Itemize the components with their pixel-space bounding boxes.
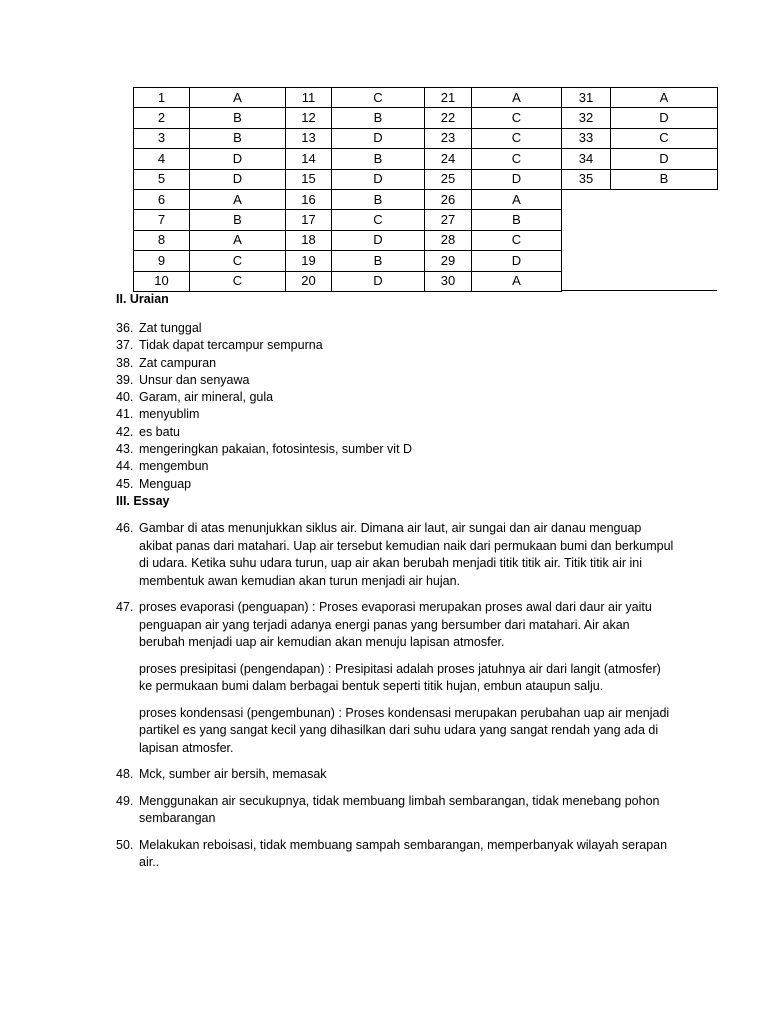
list-item: 38. Zat campuran	[116, 355, 217, 370]
answer-cell: C	[190, 251, 286, 271]
answer-cell: D	[472, 169, 562, 189]
list-item: 40. Garam, air mineral, gula	[116, 390, 274, 405]
essay-paragraph: proses evaporasi (penguapan) : Proses evaporasi merupakan proses awal dari daur air yaitu penguapan air yang terjadi adanya energi panas yang bersumber dari matahari. Air akan berubah menjadi uap air kemudian akan menuju lapisan atmosfer.	[139, 600, 652, 649]
essay-paragraph: Menggunakan air secukupnya, tidak membuang limbah sembarangan, tidak menebang pohon sembarangan	[139, 793, 660, 825]
question-number-cell: 3	[134, 128, 190, 148]
question-number-cell: 10	[134, 271, 190, 291]
question-number-cell: 7	[134, 210, 190, 230]
empty-cell	[562, 210, 718, 230]
answer-key-table	[133, 87, 718, 292]
answer-cell: C	[332, 210, 425, 230]
question-number-cell: 9	[134, 251, 190, 271]
question-number-cell: 8	[134, 230, 190, 250]
table-row	[134, 251, 718, 271]
answer-cell: B	[190, 210, 286, 230]
answer-cell: A	[472, 271, 562, 291]
table-row	[134, 149, 718, 169]
question-number-cell: 17	[286, 210, 332, 230]
list-item: 37. Tidak dapat tercampur sempurna	[116, 338, 323, 353]
essay-item-48: 48. Mck, sumber air bersih, memasak	[116, 766, 676, 784]
question-number-cell: 4	[134, 149, 190, 169]
table-row	[134, 189, 718, 209]
question-number-cell: 13	[286, 128, 332, 148]
question-number-cell: 15	[286, 169, 332, 189]
question-number-cell: 6	[134, 189, 190, 209]
question-number-cell: 28	[425, 230, 472, 250]
answer-cell: A	[190, 189, 286, 209]
answer-cell: D	[332, 271, 425, 291]
essay-paragraph: Melakukan reboisasi, tidak membuang sampah sembarangan, memperbanyak wilayah serapan air..	[139, 837, 668, 869]
list-item: 45. Menguap	[116, 476, 192, 491]
question-number-cell: 19	[286, 251, 332, 271]
question-number-cell: 18	[286, 230, 332, 250]
empty-cell	[562, 271, 718, 291]
question-number-cell: 33	[562, 128, 611, 148]
question-number-cell: 32	[562, 108, 611, 128]
uraian-list	[116, 320, 412, 493]
answer-cell: C	[472, 149, 562, 169]
table-bottom-rule	[562, 290, 717, 291]
question-number-cell: 20	[286, 271, 332, 291]
answer-cell: B	[332, 251, 425, 271]
question-number-cell: 30	[425, 271, 472, 291]
answer-cell: B	[611, 169, 718, 189]
list-item: 43. mengeringkan pakaian, fotosintesis, sumber vit D	[116, 442, 413, 457]
answer-cell: D	[332, 128, 425, 148]
answer-cell: A	[472, 88, 562, 108]
list-item: 42. es batu	[116, 424, 181, 439]
question-number-cell: 31	[562, 88, 611, 108]
question-number-cell: 26	[425, 189, 472, 209]
answer-cell: D	[611, 149, 718, 169]
question-number-cell: 12	[286, 108, 332, 128]
essay-paragraph: Gambar di atas menunjukkan siklus air. Dimana air laut, air sungai dan air danau menguap akibat panas dari matahari. Uap air tersebut kemudian naik dari permukaan bumi dan berkumpul di udara. Ketika suhu udara turun, uap air akan berubah menjadi titik titik air. Titik titik air ini membentuk awan kemudian akan turun menjadi air hujan.	[139, 521, 674, 588]
answer-cell: A	[190, 230, 286, 250]
answer-cell: D	[332, 169, 425, 189]
essay-paragraph: Mck, sumber air bersih, memasak	[139, 767, 327, 781]
empty-cell	[562, 251, 718, 271]
answer-cell: C	[332, 88, 425, 108]
essay-paragraph: proses kondensasi (pengembunan) : Proses kondensasi merupakan perubahan uap air menjadi partikel es yang sangat kecil yang dihasilkan dari suhu udara yang sangat rendah yang ada di lapisan atmosfer.	[139, 705, 670, 755]
answer-cell: C	[190, 271, 286, 291]
answer-cell: C	[472, 128, 562, 148]
answer-cell: C	[472, 108, 562, 128]
question-number-cell: 16	[286, 189, 332, 209]
answer-cell: D	[472, 251, 562, 271]
essay-item-46: 46. Gambar di atas menunjukkan siklus air. Dimana air laut, air sungai dan air danau menguap akibat panas dari matahari. Uap air tersebut kemudian naik dari permukaan bumi dan berkumpul di udara. Ketika suhu udara turun, uap air akan berubah menjadi titik titik air. Titik titik air ini membentuk awan kemudian akan turun menjadi air hujan.	[116, 520, 676, 590]
section-heading-uraian: II. Uraian	[116, 292, 169, 306]
answer-cell: B	[332, 189, 425, 209]
answer-cell: A	[190, 88, 286, 108]
question-number-cell: 24	[425, 149, 472, 169]
answer-cell: A	[611, 88, 718, 108]
table-row	[134, 88, 718, 108]
question-number-cell: 14	[286, 149, 332, 169]
answer-cell: B	[190, 128, 286, 148]
essay-item-47: 47. proses evaporasi (penguapan) : Proses evaporasi merupakan proses awal dari daur air yaitu penguapan air yang terjadi adanya energi panas yang bersumber dari matahari. Air akan berubah menjadi uap air kemudian akan menuju lapisan atmosfer. proses presipitasi (pengendapan) : Presipitasi adalah proses jatuhnya air dari langit (atmosfer) ke permukaan bumi dalam berbagai bentuk seperti titik hujan, embun ataupun salju. proses kondensasi (pengembunan) : Proses kondensasi merupakan perubahan uap air menjadi partikel es yang sangat kecil yang dihasilkan dari suhu udara yang sangat rendah yang ada di lapisan atmosfer.	[116, 599, 676, 757]
empty-cell	[562, 230, 718, 250]
answer-cell: B	[332, 149, 425, 169]
essay-paragraph: proses presipitasi (pengendapan) : Presipitasi adalah proses jatuhnya air dari langit (atmosfer) ke permukaan bumi dalam berbagai bentuk seperti titik hujan, embun ataupun salju.	[139, 661, 661, 693]
essay-item-50: 50. Melakukan reboisasi, tidak membuang sampah sembarangan, memperbanyak wilayah serapan air..	[116, 837, 676, 872]
answer-cell: B	[332, 108, 425, 128]
question-number-cell: 27	[425, 210, 472, 230]
table-row	[134, 128, 718, 148]
answer-cell: B	[472, 210, 562, 230]
list-item: 41. menyublim	[116, 407, 200, 422]
question-number-cell: 5	[134, 169, 190, 189]
table-row	[134, 169, 718, 189]
table-row	[134, 271, 718, 291]
table-row	[134, 108, 718, 128]
question-number-cell: 23	[425, 128, 472, 148]
question-number-cell: 29	[425, 251, 472, 271]
answer-cell: B	[190, 108, 286, 128]
answer-cell: D	[611, 108, 718, 128]
question-number-cell: 22	[425, 108, 472, 128]
empty-cell	[562, 189, 718, 209]
answer-cell: C	[611, 128, 718, 148]
table-row	[134, 230, 718, 250]
question-number-cell: 25	[425, 169, 472, 189]
section-heading-essay: III. Essay	[116, 494, 170, 508]
answer-cell: D	[190, 169, 286, 189]
answer-cell: C	[472, 230, 562, 250]
table-row	[134, 210, 718, 230]
question-number-cell: 2	[134, 108, 190, 128]
question-number-cell: 11	[286, 88, 332, 108]
essay-item-49: 49. Menggunakan air secukupnya, tidak membuang limbah sembarangan, tidak menebang pohon sembarangan	[116, 793, 676, 828]
answer-cell: D	[190, 149, 286, 169]
list-item: 39. Unsur dan senyawa	[116, 372, 250, 387]
question-number-cell: 1	[134, 88, 190, 108]
list-item: 36. Zat tunggal	[116, 321, 202, 335]
question-number-cell: 35	[562, 169, 611, 189]
answer-cell: D	[332, 230, 425, 250]
question-number-cell: 34	[562, 149, 611, 169]
answer-cell: A	[472, 189, 562, 209]
essay-list	[116, 520, 676, 881]
question-number-cell: 21	[425, 88, 472, 108]
list-item: 44. mengembun	[116, 459, 209, 474]
